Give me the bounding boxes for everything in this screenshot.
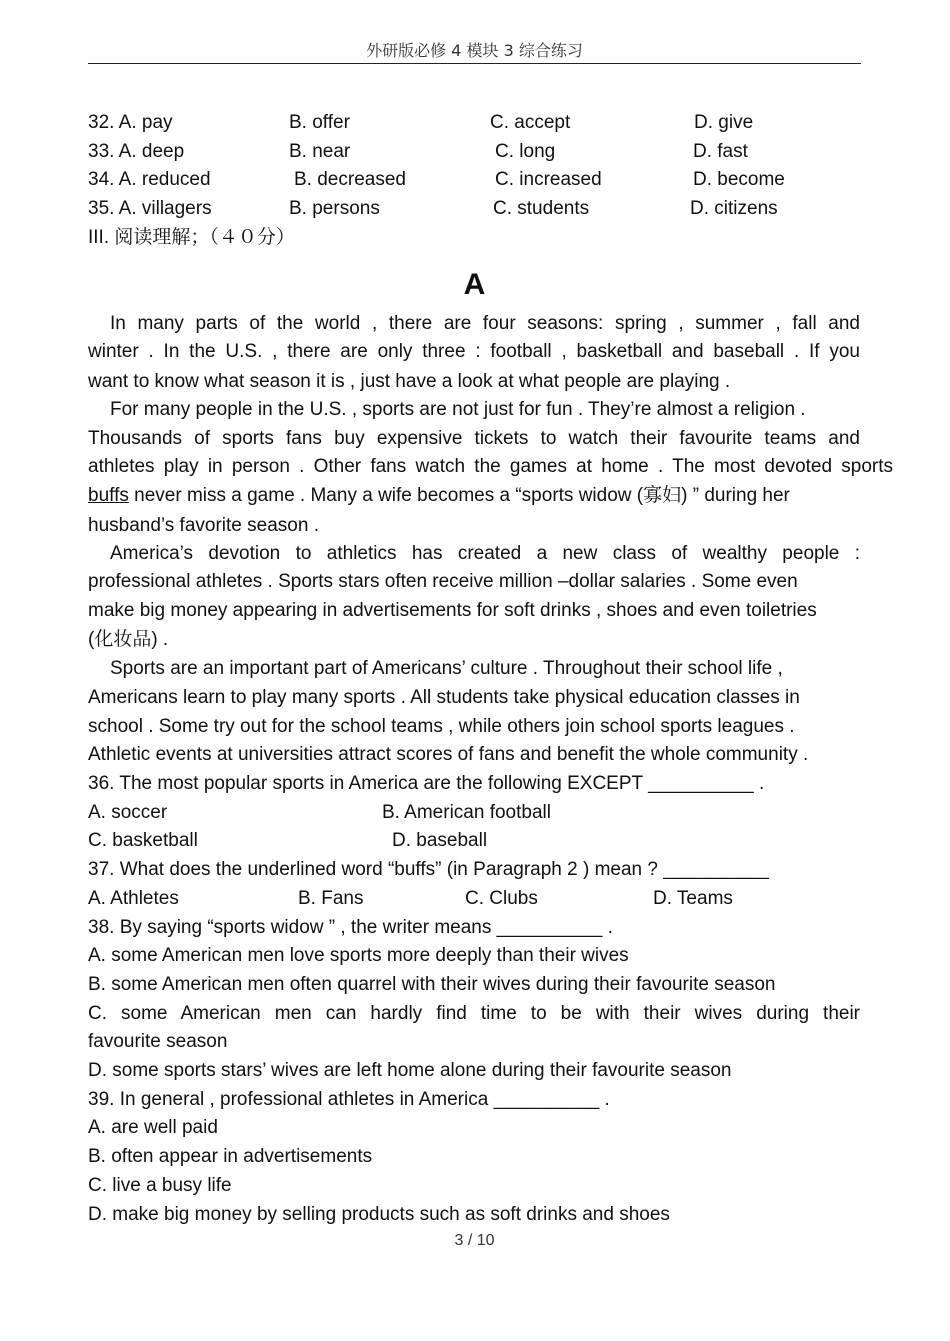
- passage-line: For many people in the U.S. , sports are not just for fun . They’re almost a religion .: [110, 399, 806, 420]
- answer-option: C. live a busy life: [88, 1175, 232, 1196]
- answer-option: C. basketball: [88, 830, 198, 851]
- passage-line: winter . In the U.S. , there are only three : football , basketball and baseball . If you: [88, 341, 860, 362]
- passage-line: Thousands of sports fans buy expensive tickets to watch their favourite teams and: [88, 428, 860, 449]
- question-38: 38. By saying “sports widow ” , the writer means __________ .: [88, 917, 613, 938]
- option-c: C. long: [495, 141, 556, 162]
- page-header: 外研版必修 4 模块 3 综合练习: [366, 41, 583, 60]
- underlined-word-buffs: buffs: [88, 485, 129, 506]
- option-b: B. persons: [289, 198, 380, 219]
- option-a: 35. A. villagers: [88, 198, 212, 219]
- option-d: D. give: [694, 112, 754, 133]
- option-a: 34. A. reduced: [88, 169, 211, 190]
- option-a: 33. A. deep: [88, 141, 185, 162]
- answer-option-continued: favourite season: [88, 1031, 228, 1052]
- answer-option: B. American football: [382, 802, 551, 823]
- answer-option: A. Athletes: [88, 888, 179, 909]
- section-heading: III. 阅读理解；（４０分）: [88, 227, 295, 248]
- passage-line: In many parts of the world , there are four seasons: spring , summer , fall and: [110, 313, 860, 334]
- question-39: 39. In general , professional athletes in America __________ .: [88, 1089, 610, 1110]
- passage-line: school . Some try out for the school teams , while others join school sports leagues .: [88, 716, 795, 737]
- page-number: 3 / 10: [454, 1232, 495, 1249]
- answer-option: D. some sports stars’ wives are left home alone during their favourite season: [88, 1060, 732, 1081]
- passage-line: America’s devotion to athletics has created a new class of wealthy people :: [110, 543, 860, 564]
- question-37: 37. What does the underlined word “buffs” (in Paragraph 2 ) mean ? __________: [88, 859, 769, 880]
- option-d: D. fast: [693, 141, 748, 162]
- answer-option: D. make big money by selling products such as soft drinks and shoes: [88, 1204, 670, 1225]
- passage-line: (化妆品) .: [88, 629, 169, 650]
- passage-line: Athletic events at universities attract scores of fans and benefit the whole community .: [88, 744, 809, 765]
- answer-option: D. baseball: [392, 830, 488, 851]
- passage-line-rest: never miss a game . Many a wife becomes a “sports widow (寡妇) ” during her: [128, 485, 790, 506]
- option-a: 32. A. pay: [88, 112, 173, 133]
- option-c: C. accept: [490, 112, 571, 133]
- passage-line: athletes play in person . Other fans watch the games at home . The most devoted sports: [88, 456, 893, 477]
- passage-line: Sports are an important part of Americans’ culture . Throughout their school life ,: [110, 658, 783, 679]
- passage-title: A: [463, 268, 486, 301]
- passage-line: Americans learn to play many sports . All students take physical education classes in: [88, 687, 800, 708]
- answer-option: A. soccer: [88, 802, 168, 823]
- option-d: D. citizens: [690, 198, 778, 219]
- answer-option: C. some American men can hardly find time to be with their wives during their: [88, 1003, 860, 1024]
- passage-line: [88, 483, 790, 509]
- answer-option: D. Teams: [653, 888, 733, 909]
- option-b: B. near: [289, 141, 351, 162]
- passage-line: want to know what season it is , just have a look at what people are playing .: [88, 371, 731, 392]
- answer-option: B. some American men often quarrel with their wives during their favourite season: [88, 974, 776, 995]
- option-b: B. offer: [289, 112, 350, 133]
- answer-option: B. Fans: [298, 888, 364, 909]
- option-c: C. students: [493, 198, 590, 219]
- answer-option: A. some American men love sports more deeply than their wives: [88, 945, 629, 966]
- answer-option: C. Clubs: [465, 888, 538, 909]
- option-d: D. become: [693, 169, 785, 190]
- question-36: 36. The most popular sports in America are the following EXCEPT __________ .: [88, 773, 765, 794]
- answer-option: B. often appear in advertisements: [88, 1146, 373, 1167]
- option-c: C. increased: [495, 169, 602, 190]
- passage-line: make big money appearing in advertisements for soft drinks , shoes and even toiletries: [88, 600, 817, 621]
- passage-line: professional athletes . Sports stars often receive million –dollar salaries . Some even: [88, 571, 798, 592]
- header-rule: [88, 63, 861, 64]
- answer-option: A. are well paid: [88, 1117, 218, 1138]
- option-b: B. decreased: [294, 169, 406, 190]
- passage-line: husband’s favorite season .: [88, 515, 319, 536]
